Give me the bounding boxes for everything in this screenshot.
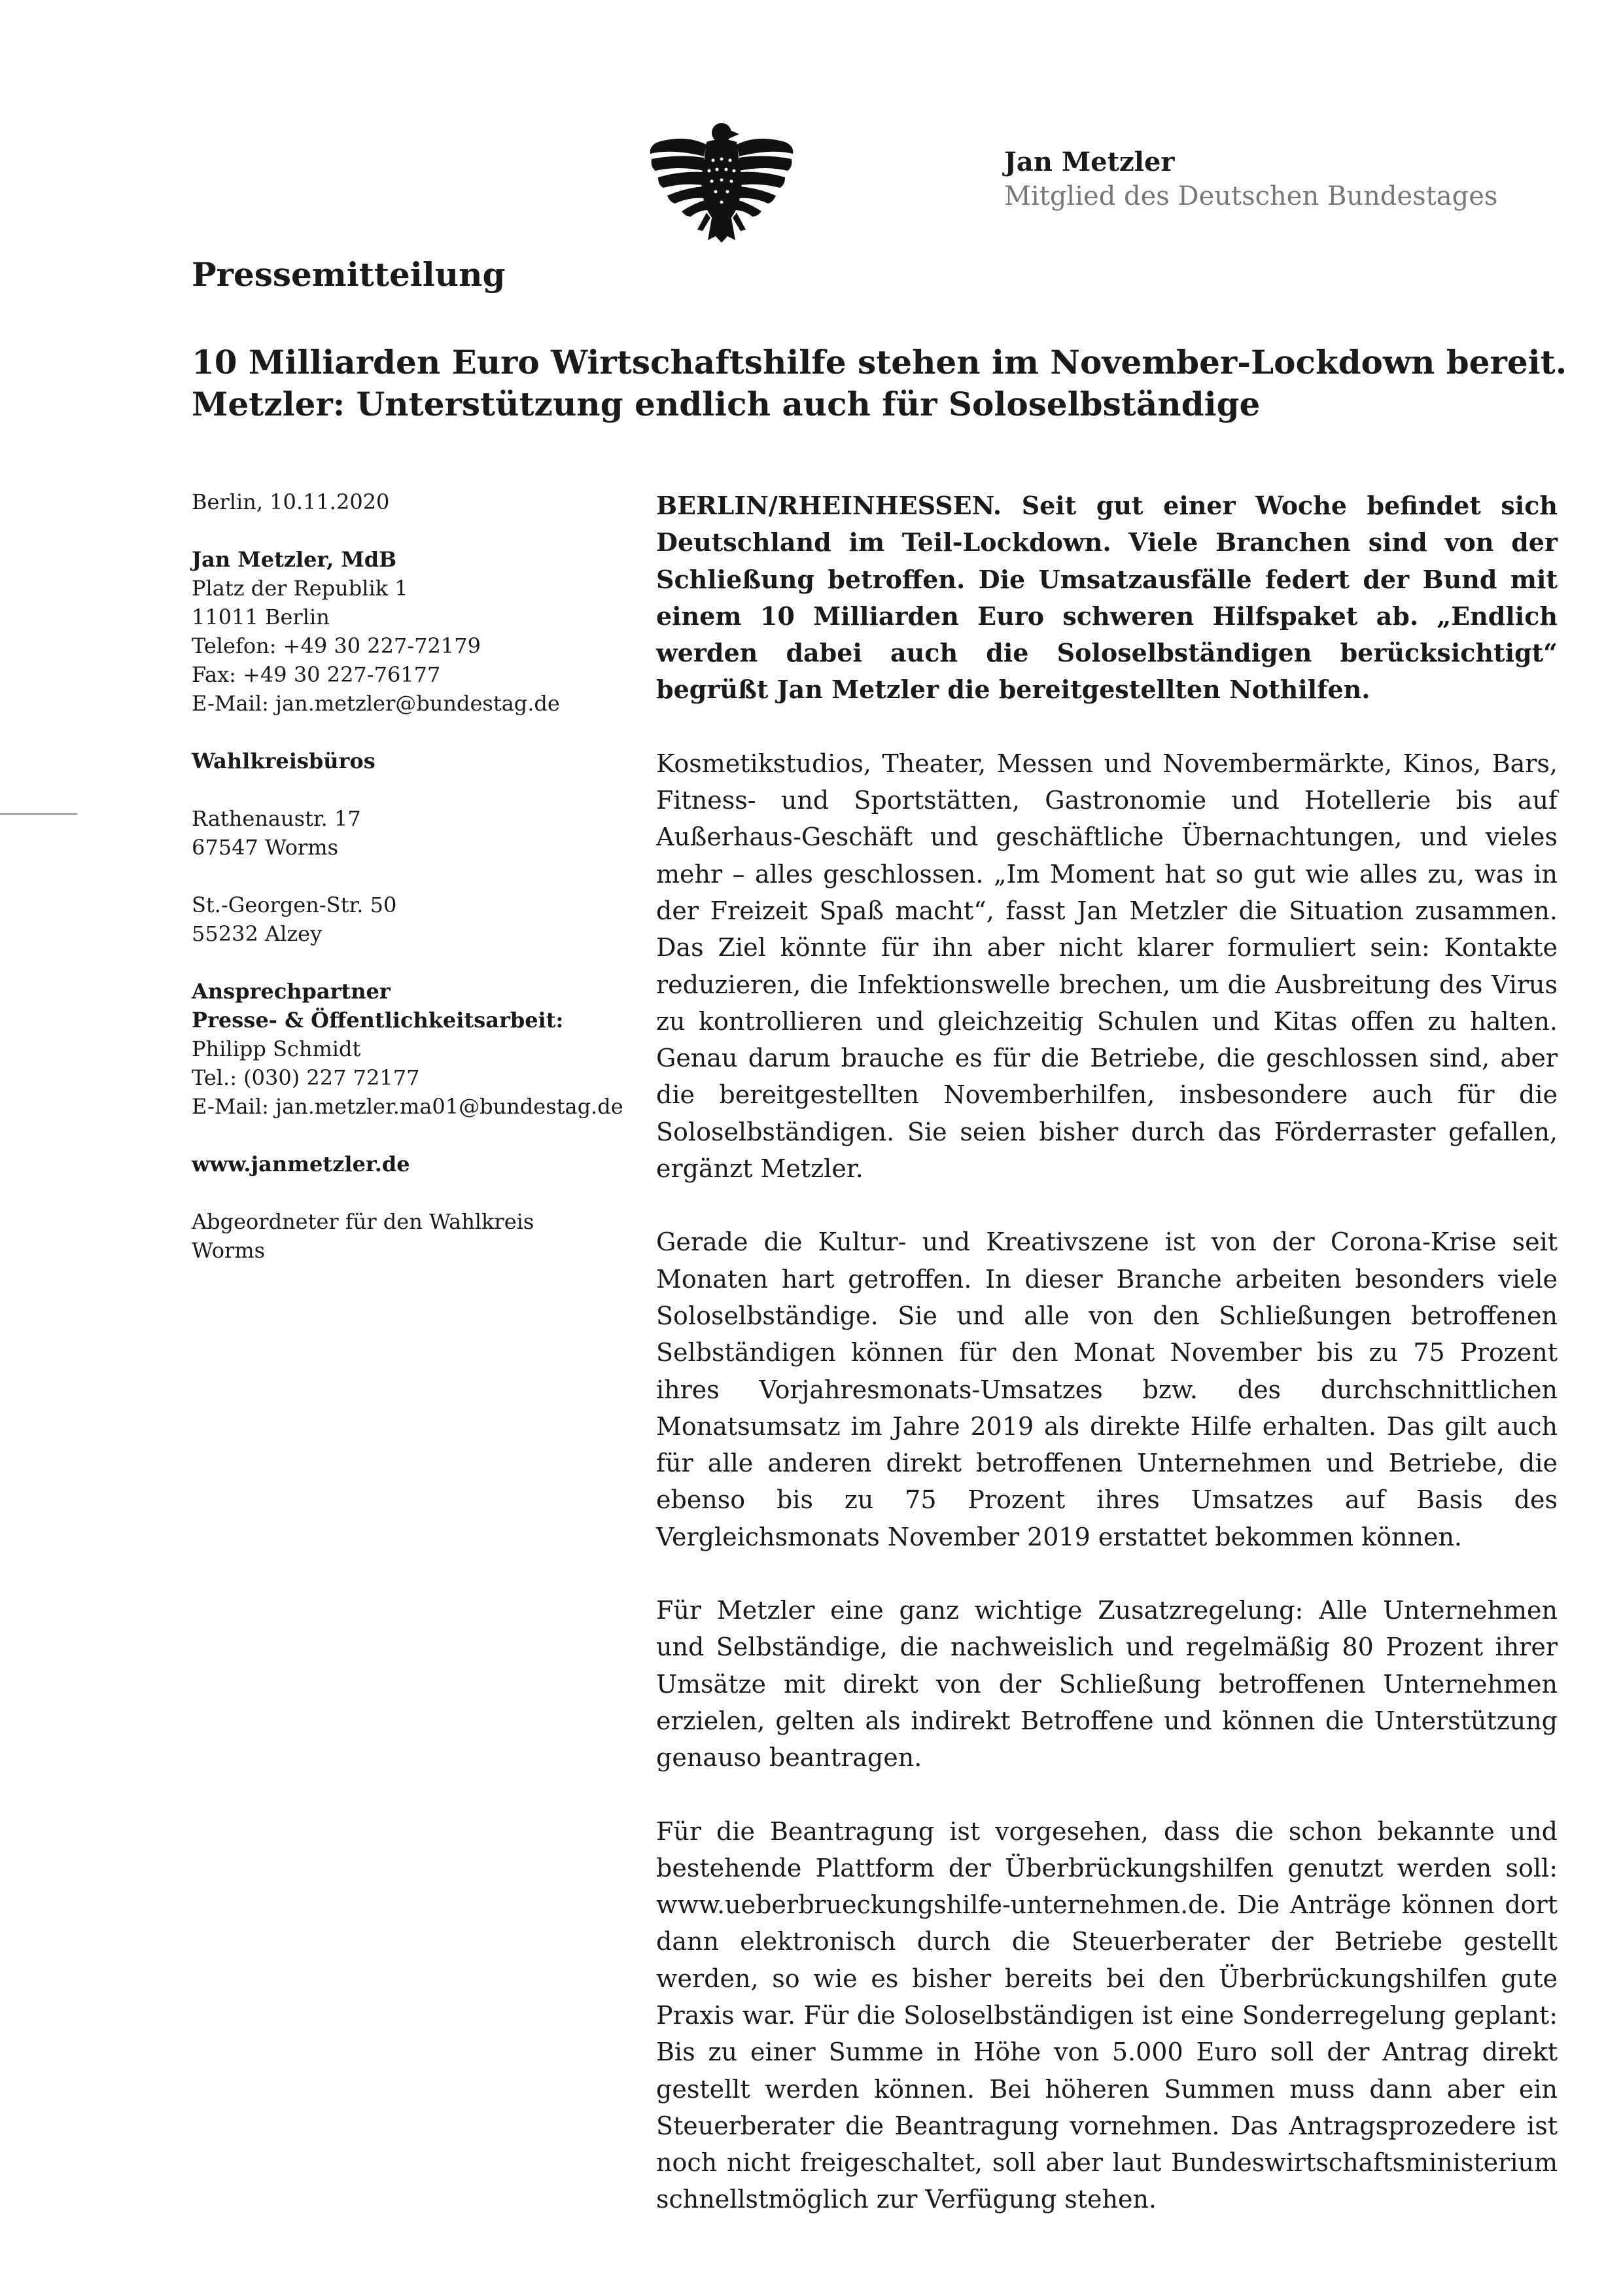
letterhead-subtitle: Mitglied des Deutschen Bundestages: [1004, 181, 1498, 211]
office-1-city: 67547 Worms: [192, 835, 339, 860]
body-paragraph-4: Für die Beantragung ist vorgesehen, dass die schon bekannte und bestehende Plattform der Überbrückungshilfen genutzt werden soll: www.ueberbrueckungshilfe-unternehmen.de. Die Anträge können dort dann elektronisch durch die Steuerberater der Betriebe gestellt werden, so wie es bisher bereits bei den Überbrückungshilfen gute Praxis war. Für die Soloselbständigen ist eine Sonderregelung geplant: Bis zu einer Summe in Höhe von 5.000 Euro soll der Antrag direkt gestellt werden können. Bei höheren Summen muss dann aber ein Steuerberater die Beantragung vornehmen. Das Antragsprozedere ist noch nicht freigeschaltet, soll aber laut Bundeswirtschaftsministerium schnellstmöglich zur Verfügung stehen.: [656, 1816, 1558, 2214]
contact-name: Jan Metzler, MdB: [192, 547, 397, 572]
headline-line-1: 10 Milliarden Euro Wirtschaftshilfe stehen im November-Lockdown bereit.: [192, 343, 1567, 381]
body-paragraph-2: Gerade die Kultur- und Kreativszene ist von der Corona-Krise seit Monaten hart getroffen. In dieser Branche arbeiten besonders viele Soloselbständige. Sie und alle von den Schließungen betroffenen Selbständigen können für den Monat November bis zu 75 Prozent ihres Vorjahresmonats-Umsatzes bzw. des durchschnittlichen Monatsumsatz im Jahre 2019 als direkte Hilfe erhalten. Das gilt auch für alle anderen direkt betroffenen Unternehmen und Betriebe, die ebenso bis zu 75 Prozent ihres Umsatzes auf Basis des Vergleichsmonats November 2019 erstattet bekommen können.: [656, 1227, 1558, 1551]
body-paragraph-3: Für Metzler eine ganz wichtige Zusatzregelung: Alle Unternehmen und Selbständige, die nachweislich und regelmäßig 80 Prozent ihrer Umsätze mit direkt von der Schließung betroffenen Unternehmen erzielen, gelten als indirekt Betroffene und können die Unterstützung genauso beantragen.: [656, 1596, 1558, 1773]
fold-mark: [0, 813, 77, 815]
offices-heading: Wahlkreisbüros: [192, 749, 375, 773]
contact-fax: Fax: +49 30 227-76177: [192, 662, 441, 687]
release-date: Berlin, 10.11.2020: [192, 489, 390, 514]
letterhead: [1004, 145, 1497, 213]
website-link[interactable]: www.janmetzler.de: [192, 1152, 410, 1176]
office-1-street: Rathenaustr. 17: [192, 806, 361, 831]
contact-email: E-Mail: jan.metzler@bundestag.de: [192, 691, 560, 716]
press-contact-email: E-Mail: jan.metzler.ma01@bundestag.de: [192, 1094, 623, 1119]
body-paragraph-1: Kosmetikstudios, Theater, Messen und Novembermärkte, Kinos, Bars, Fitness- und Sportstätten, Gastronomie und Hotellerie bis auf Außerhaus-Geschäft und geschäftliche Übernachtungen, und vieles mehr – alles geschlossen. „Im Moment hat so gut wie alles zu, was in der Freizeit Spaß macht“, fasst Jan Metzler die Situation zusammen. Das Ziel könnte für ihn aber nicht klarer formuliert sein: Kontakte reduzieren, die Infektionswelle brechen, um die Ausbreitung des Virus zu kontrollieren und gleichzeitig Schulen und Kitas offen zu halten. Genau darum brauche es für die Betriebe, die geschlossen sind, aber die bereitgestellten Novemberhilfen, insbesondere auch für die Soloselbständigen. Sie seien bisher durch das Förderraster gefallen, ergänzt Metzler.: [656, 749, 1558, 1184]
letterhead-name: Jan Metzler: [1004, 147, 1175, 177]
press-release-body: [656, 487, 1558, 2255]
contact-street: Platz der Republik 1: [192, 576, 408, 601]
press-department-heading: Presse- & Öffentlichkeitsarbeit:: [192, 1008, 564, 1033]
lead-paragraph: BERLIN/RHEINHESSEN. Seit gut einer Woche befindet sich Deutschland im Teil-Lockdown. Viele Branchen sind von der Schließung betroffen. Die Umsatzausfälle federt der Bund mit einem 10 Milliarden Euro schweren Hilfspaket ab. „Endlich werden dabei auch die Soloselbständigen berücksichtigt“ begrüßt Jan Metzler die bereitgestellten Nothilfen.: [656, 491, 1558, 705]
role-line-2: Worms: [192, 1238, 266, 1263]
contact-city: 11011 Berlin: [192, 605, 330, 629]
headline-line-2: Metzler: Unterstützung endlich auch für Soloselbständige: [192, 385, 1261, 423]
office-2-city: 55232 Alzey: [192, 921, 323, 946]
document-type-heading: Pressemitteilung: [192, 255, 506, 294]
press-contact-name: Philipp Schmidt: [192, 1036, 361, 1061]
press-contact-heading: Ansprechpartner: [192, 979, 391, 1004]
press-contact-phone: Tel.: (030) 227 72177: [192, 1065, 420, 1090]
role-line-1: Abgeordneter für den Wahlkreis: [192, 1209, 534, 1234]
bundestag-eagle-logo: [646, 115, 797, 243]
contact-phone: Telefon: +49 30 227-72179: [192, 633, 481, 658]
office-2-street: St.-Georgen-Str. 50: [192, 892, 397, 917]
headline: [192, 342, 1565, 425]
sidebar-contact-block: [192, 487, 689, 1265]
